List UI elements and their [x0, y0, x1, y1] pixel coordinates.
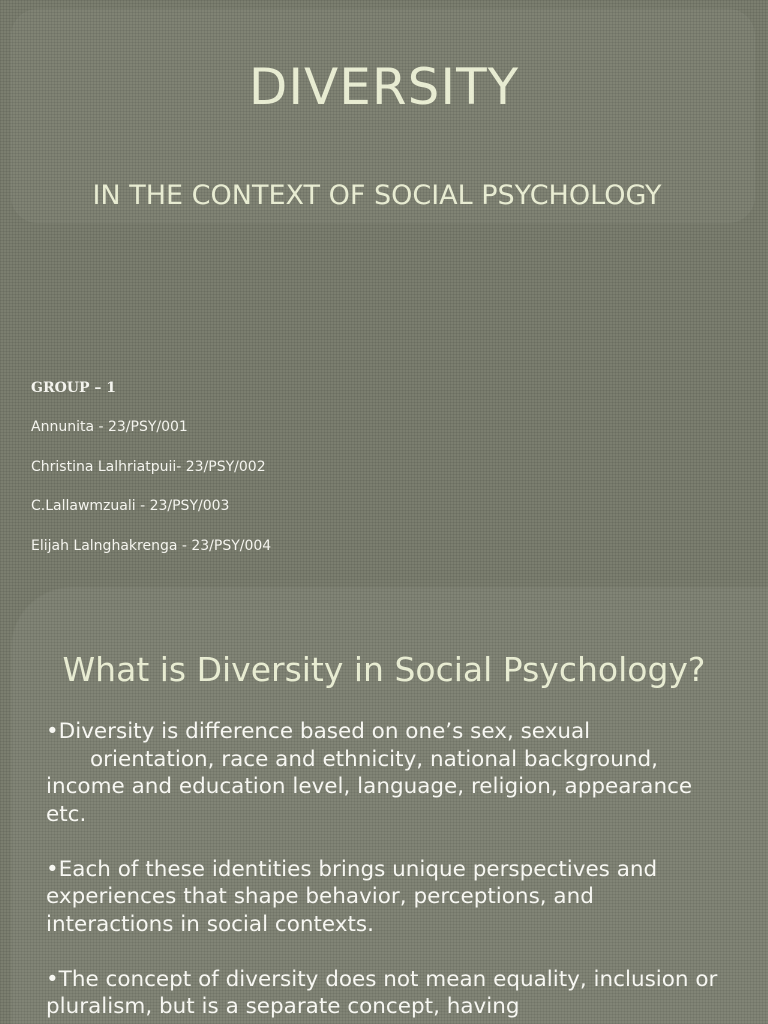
member-item: Elijah Lalnghakrenga - 23/PSY/004: [31, 537, 272, 554]
member-item: Christina Lalhriatpuii- 23/PSY/002: [31, 458, 266, 475]
bullet-text: •Diversity is difference based on one’s sex, sexual: [46, 719, 591, 744]
slide-title: DIVERSITY: [248, 58, 520, 116]
content-slide-title: What is Diversity in Social Psychology?: [62, 650, 706, 689]
bullet-item: [46, 718, 726, 828]
bullet-list: [46, 718, 726, 1024]
group-heading: GROUP – 1: [31, 380, 117, 396]
bullet-text: orientation, race and ethnicity, national background, income and education level, language, religion, appearance etc.: [46, 746, 693, 827]
member-item: Annunita - 23/PSY/001: [31, 419, 188, 435]
bullet-item: •Each of these identities brings unique perspectives and experiences that shape behavior, perceptions, and interactions in social contexts.: [46, 856, 658, 937]
slide-subtitle: IN THE CONTEXT OF SOCIAL PSYCHOLOGY: [92, 180, 662, 211]
member-item: C.Lallawmzuali - 23/PSY/003: [31, 498, 230, 514]
group-members-block: [31, 380, 271, 577]
bullet-item: •The concept of diversity does not mean equality, inclusion or pluralism, but is a separate concept, having: [46, 966, 718, 1019]
